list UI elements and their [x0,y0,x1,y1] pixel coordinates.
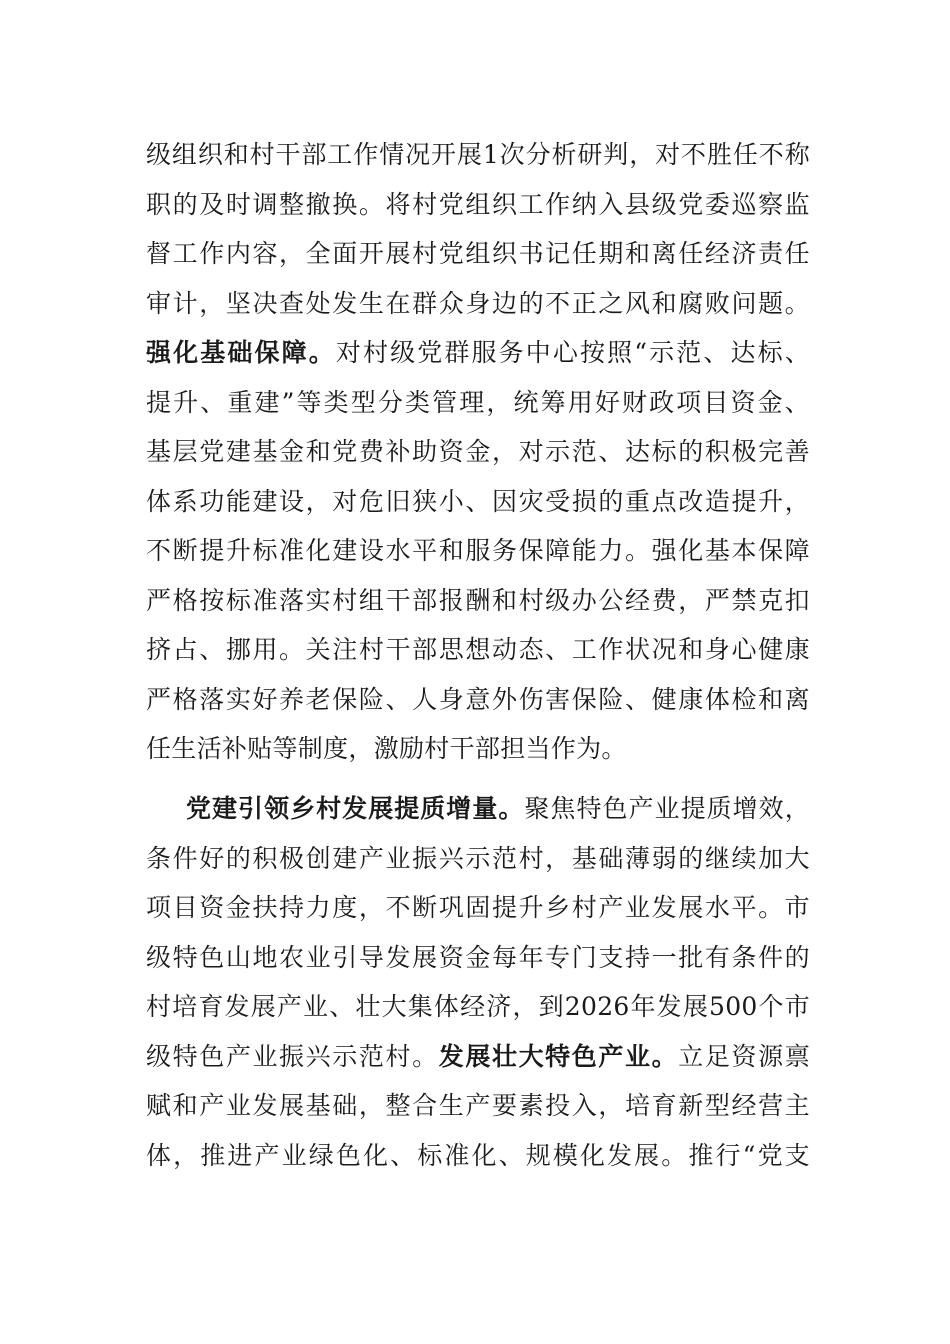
text-line [146,784,810,834]
text-line: 审计，坚决查处发生在群众身边的不正之风和腐败问题。 [146,288,810,318]
text-line: 督工作内容，全面开展村党组织书记任期和离任经济责任 [146,239,810,268]
text-line: 严格按标准落实村组干部报酬和村级办公经费，严禁克扣 [146,585,810,615]
text-run: 立足资源禀 [678,1041,810,1071]
section-heading-inline: 强化基础保障。 [146,338,336,367]
text-line: 体，推进产业绿色化、标准化、规模化发展。推行“党支 [146,1140,810,1170]
text-run: 聚焦特色产业提质增效， [524,794,810,823]
text-line: 级特色山地农业引导发展资金每年专门支持一批有条件的 [146,942,810,972]
text-line: 严格落实好养老保险、人身意外伤害保险、健康体检和离 [146,684,810,714]
text-line: 任生活补贴等制度，激励村干部担当作为。 [146,734,627,763]
text-line: 条件好的积极创建产业振兴示范村，基础薄弱的继续加大 [146,843,810,873]
text-line: 挤占、挪用。关注村干部思想动态、工作状况和身心健康 [146,635,810,664]
text-line: 基层党建基金和党费补助资金，对示范、达标的积极完善 [146,437,810,466]
text-line: 体系功能建设，对危旧狭小、因灾受损的重点改造提升， [146,486,810,516]
text-line: 不断提升标准化建设水平和服务保障能力。强化基本保障 [146,536,810,565]
text-run: 级特色产业振兴示范村。 [146,1041,439,1071]
text-line: 赋和产业发展基础，整合生产要素投入，培育新型经营主 [146,1091,810,1120]
text-line [146,328,810,378]
text-line: 村培育发展产业、壮大集体经济，到2026年发展500个市 [146,992,810,1021]
text-line [146,1032,810,1082]
text-line: 级组织和村干部工作情况开展1次分析研判，对不胜任不称 [146,140,810,169]
text-line: 项目资金扶持力度，不断巩固提升乡村产业发展水平。市 [146,893,810,922]
text-run: 对村级党群服务中心按照“示范、达标、 [335,338,810,367]
text-line: 职的及时调整撤换。将村党组织工作纳入县级党委巡察监 [146,189,810,219]
paragraph-rural-development [146,784,810,1180]
paragraph-grassroots-support [146,130,810,774]
section-heading-inline: 党建引领乡村发展提质增量。 [186,794,525,823]
section-heading-inline: 发展壮大特色产业。 [438,1041,679,1071]
text-line: 提升、重建”等类型分类管理，统筹用好财政项目资金、 [146,387,810,417]
